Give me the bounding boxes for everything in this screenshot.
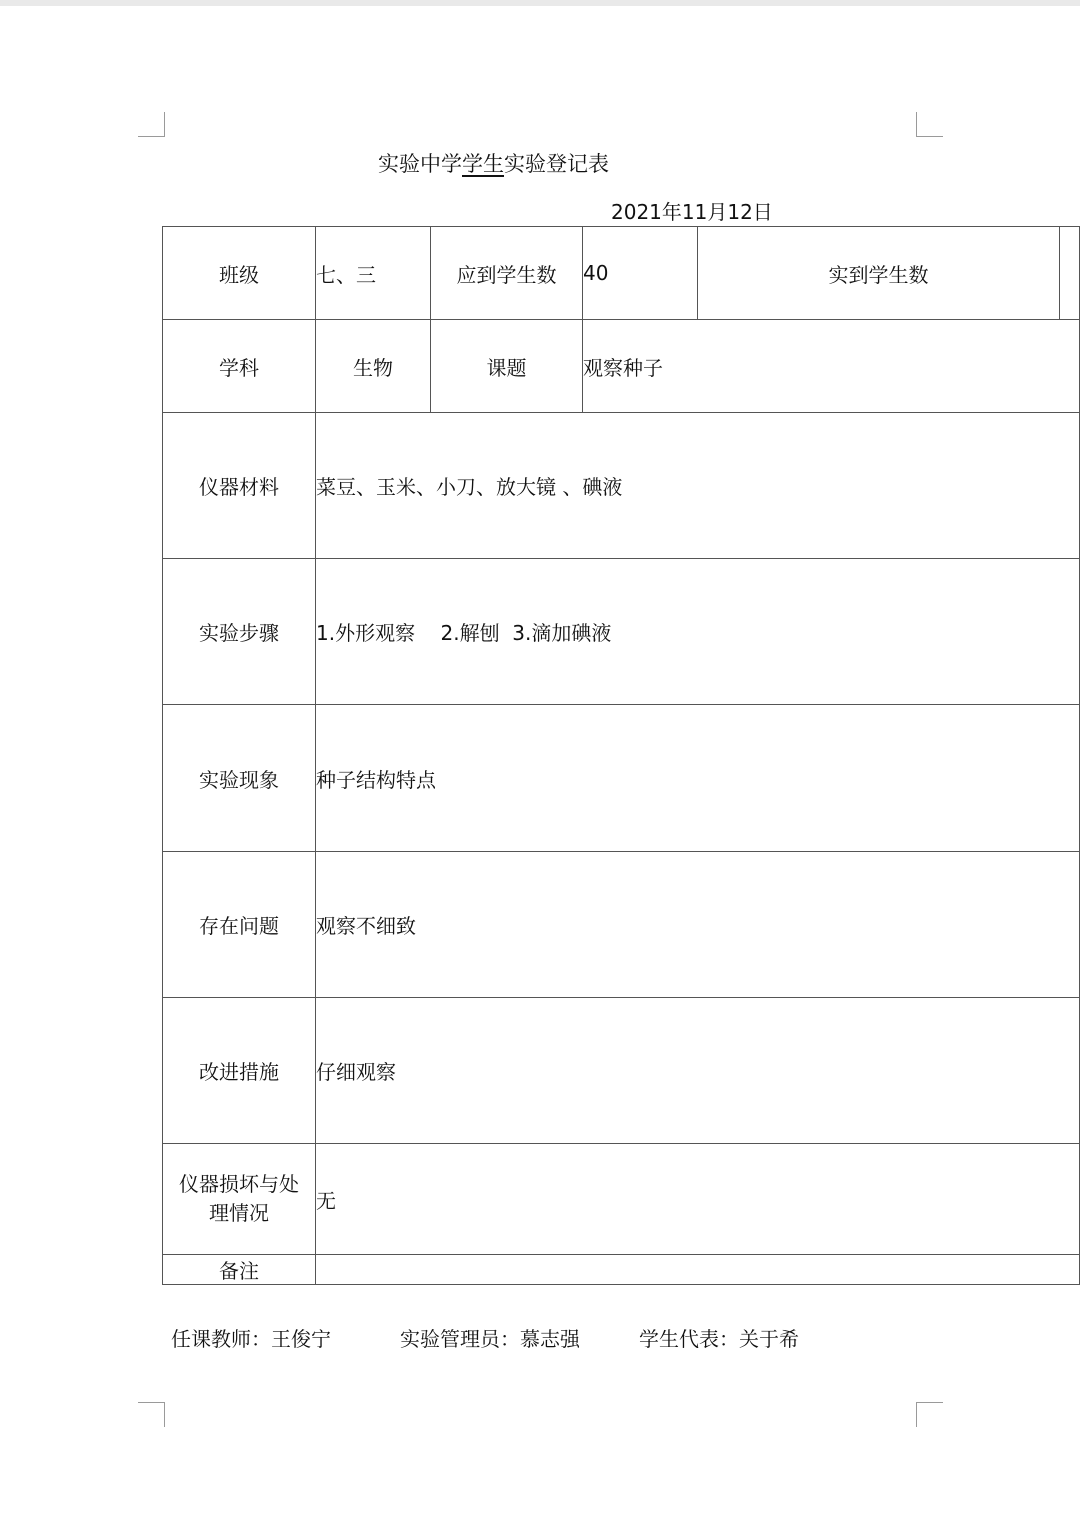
- table-row: [163, 852, 1080, 998]
- improvements-label: 改进措施: [163, 998, 316, 1144]
- expected-students-value: 40: [583, 227, 698, 320]
- expected-students-label: 应到学生数: [431, 227, 583, 320]
- table-row: [163, 1255, 1080, 1285]
- student-rep-signature: 学生代表：关于希: [639, 1327, 799, 1351]
- class-value: 七、三: [316, 227, 431, 320]
- table-row: [163, 559, 1080, 705]
- table-row: [163, 413, 1080, 559]
- window-top-bar: [0, 0, 1080, 6]
- problems-value: 观察不细致: [316, 852, 1080, 998]
- document-title: 实验中学学生实验登记表: [378, 152, 609, 176]
- topic-value: 观察种子: [583, 320, 1080, 413]
- damage-label-line2: 理情况: [209, 1201, 269, 1225]
- remarks-label: 备注: [163, 1255, 316, 1285]
- steps-label: 实验步骤: [163, 559, 316, 705]
- remarks-value: [316, 1255, 1080, 1285]
- actual-students-label: 实到学生数: [698, 227, 1060, 320]
- page-corner-mark-bottom-left: [138, 1402, 165, 1427]
- teacher-signature: 任课教师：王俊宁: [171, 1327, 331, 1351]
- damage-label: [163, 1144, 316, 1255]
- improvements-value: 仔细观察: [316, 998, 1080, 1144]
- damage-value: 无: [316, 1144, 1080, 1255]
- registration-table: [162, 226, 1080, 1285]
- phenomenon-label: 实验现象: [163, 705, 316, 852]
- steps-value: 1.外形观察 2.解刨 3.滴加碘液: [316, 559, 1080, 705]
- page-corner-mark-bottom-right: [916, 1402, 943, 1427]
- problems-label: 存在问题: [163, 852, 316, 998]
- topic-label: 课题: [431, 320, 583, 413]
- actual-students-value: [1060, 227, 1080, 320]
- materials-value: 菜豆、玉米、小刀、放大镜 、碘液: [316, 413, 1080, 559]
- subject-value: 生物: [316, 320, 431, 413]
- table-row: [163, 320, 1080, 413]
- phenomenon-value: 种子结构特点: [316, 705, 1080, 852]
- page-corner-mark-top-left: [138, 112, 165, 137]
- table-row: [163, 1144, 1080, 1255]
- table-row: [163, 227, 1080, 320]
- page-corner-mark-top-right: [916, 112, 943, 137]
- table-row: [163, 705, 1080, 852]
- table-row: [163, 998, 1080, 1144]
- document-date: 2021年11月12日: [611, 200, 773, 224]
- damage-label-line1: 仪器损坏与处: [179, 1172, 299, 1196]
- class-label: 班级: [163, 227, 316, 320]
- lab-manager-signature: 实验管理员：慕志强: [400, 1327, 580, 1351]
- subject-label: 学科: [163, 320, 316, 413]
- materials-label: 仪器材料: [163, 413, 316, 559]
